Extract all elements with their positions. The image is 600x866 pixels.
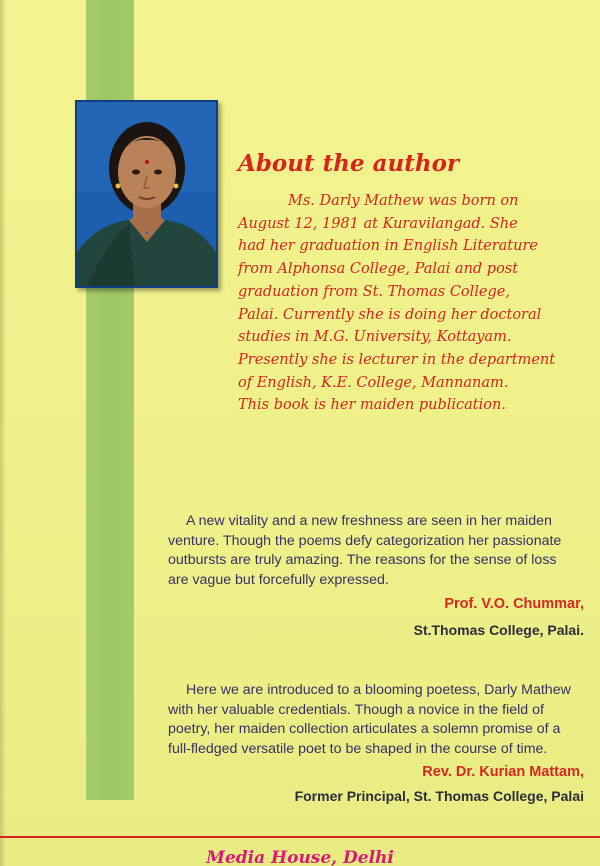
bio-line: Ms. Darly Mathew was born on: [288, 193, 519, 209]
bio-line: had her graduation in English Literature: [238, 238, 538, 255]
review-quote-2: [168, 681, 588, 759]
bio-line: of English, K.E. College, Mannanam.: [238, 374, 509, 391]
about-author-heading: About the author: [238, 150, 460, 177]
review-quote-1: [168, 512, 588, 590]
review-line: outbursts are truly amazing. The reasons for the sense of loss: [168, 552, 557, 568]
author-photo: [75, 100, 218, 288]
author-bio: [238, 190, 568, 417]
reviewer-name-2: Rev. Dr. Kurian Mattam,: [422, 764, 584, 780]
bio-line: Presently she is lecturer in the department: [238, 351, 556, 368]
bio-line: Palai. Currently she is doing her doctoral: [238, 306, 542, 323]
review-line: with her valuable credentials. Though a novice in the field of: [168, 701, 544, 718]
bio-line: This book is her maiden publication.: [238, 397, 506, 414]
review-line: full-fledged versatile poet to be shaped in the course of time.: [168, 740, 548, 757]
bio-line: graduation from St. Thomas College,: [238, 283, 510, 300]
author-portrait-image: [77, 102, 216, 286]
reviewer-name-1: Prof. V.O. Chummar,: [444, 596, 584, 612]
publisher-name: Media House, Delhi: [206, 848, 394, 866]
review-line: Here we are introduced to a blooming poetess, Darly Mathew: [186, 682, 571, 698]
bio-line: August 12, 1981 at Kuravilangad. She: [238, 215, 518, 232]
review-line: are vague but forcefully expressed.: [168, 571, 389, 588]
cover-edge-shadow: [0, 0, 6, 866]
review-line: A new vitality and a new freshness are seen in her maiden: [186, 513, 552, 529]
bio-line: studies in M.G. University, Kottayam.: [238, 329, 512, 346]
review-line: poetry, her maiden collection articulates a solemn promise of a: [168, 721, 561, 737]
reviewer-affiliation-2: Former Principal, St. Thomas College, Palai: [294, 788, 584, 804]
reviewer-affiliation-1: St.Thomas College, Palai.: [413, 622, 584, 638]
bio-line: from Alphonsa College, Palai and post: [238, 261, 519, 278]
review-line: venture. Though the poems defy categorization her passionate: [168, 532, 562, 549]
footer-divider: [0, 836, 600, 838]
